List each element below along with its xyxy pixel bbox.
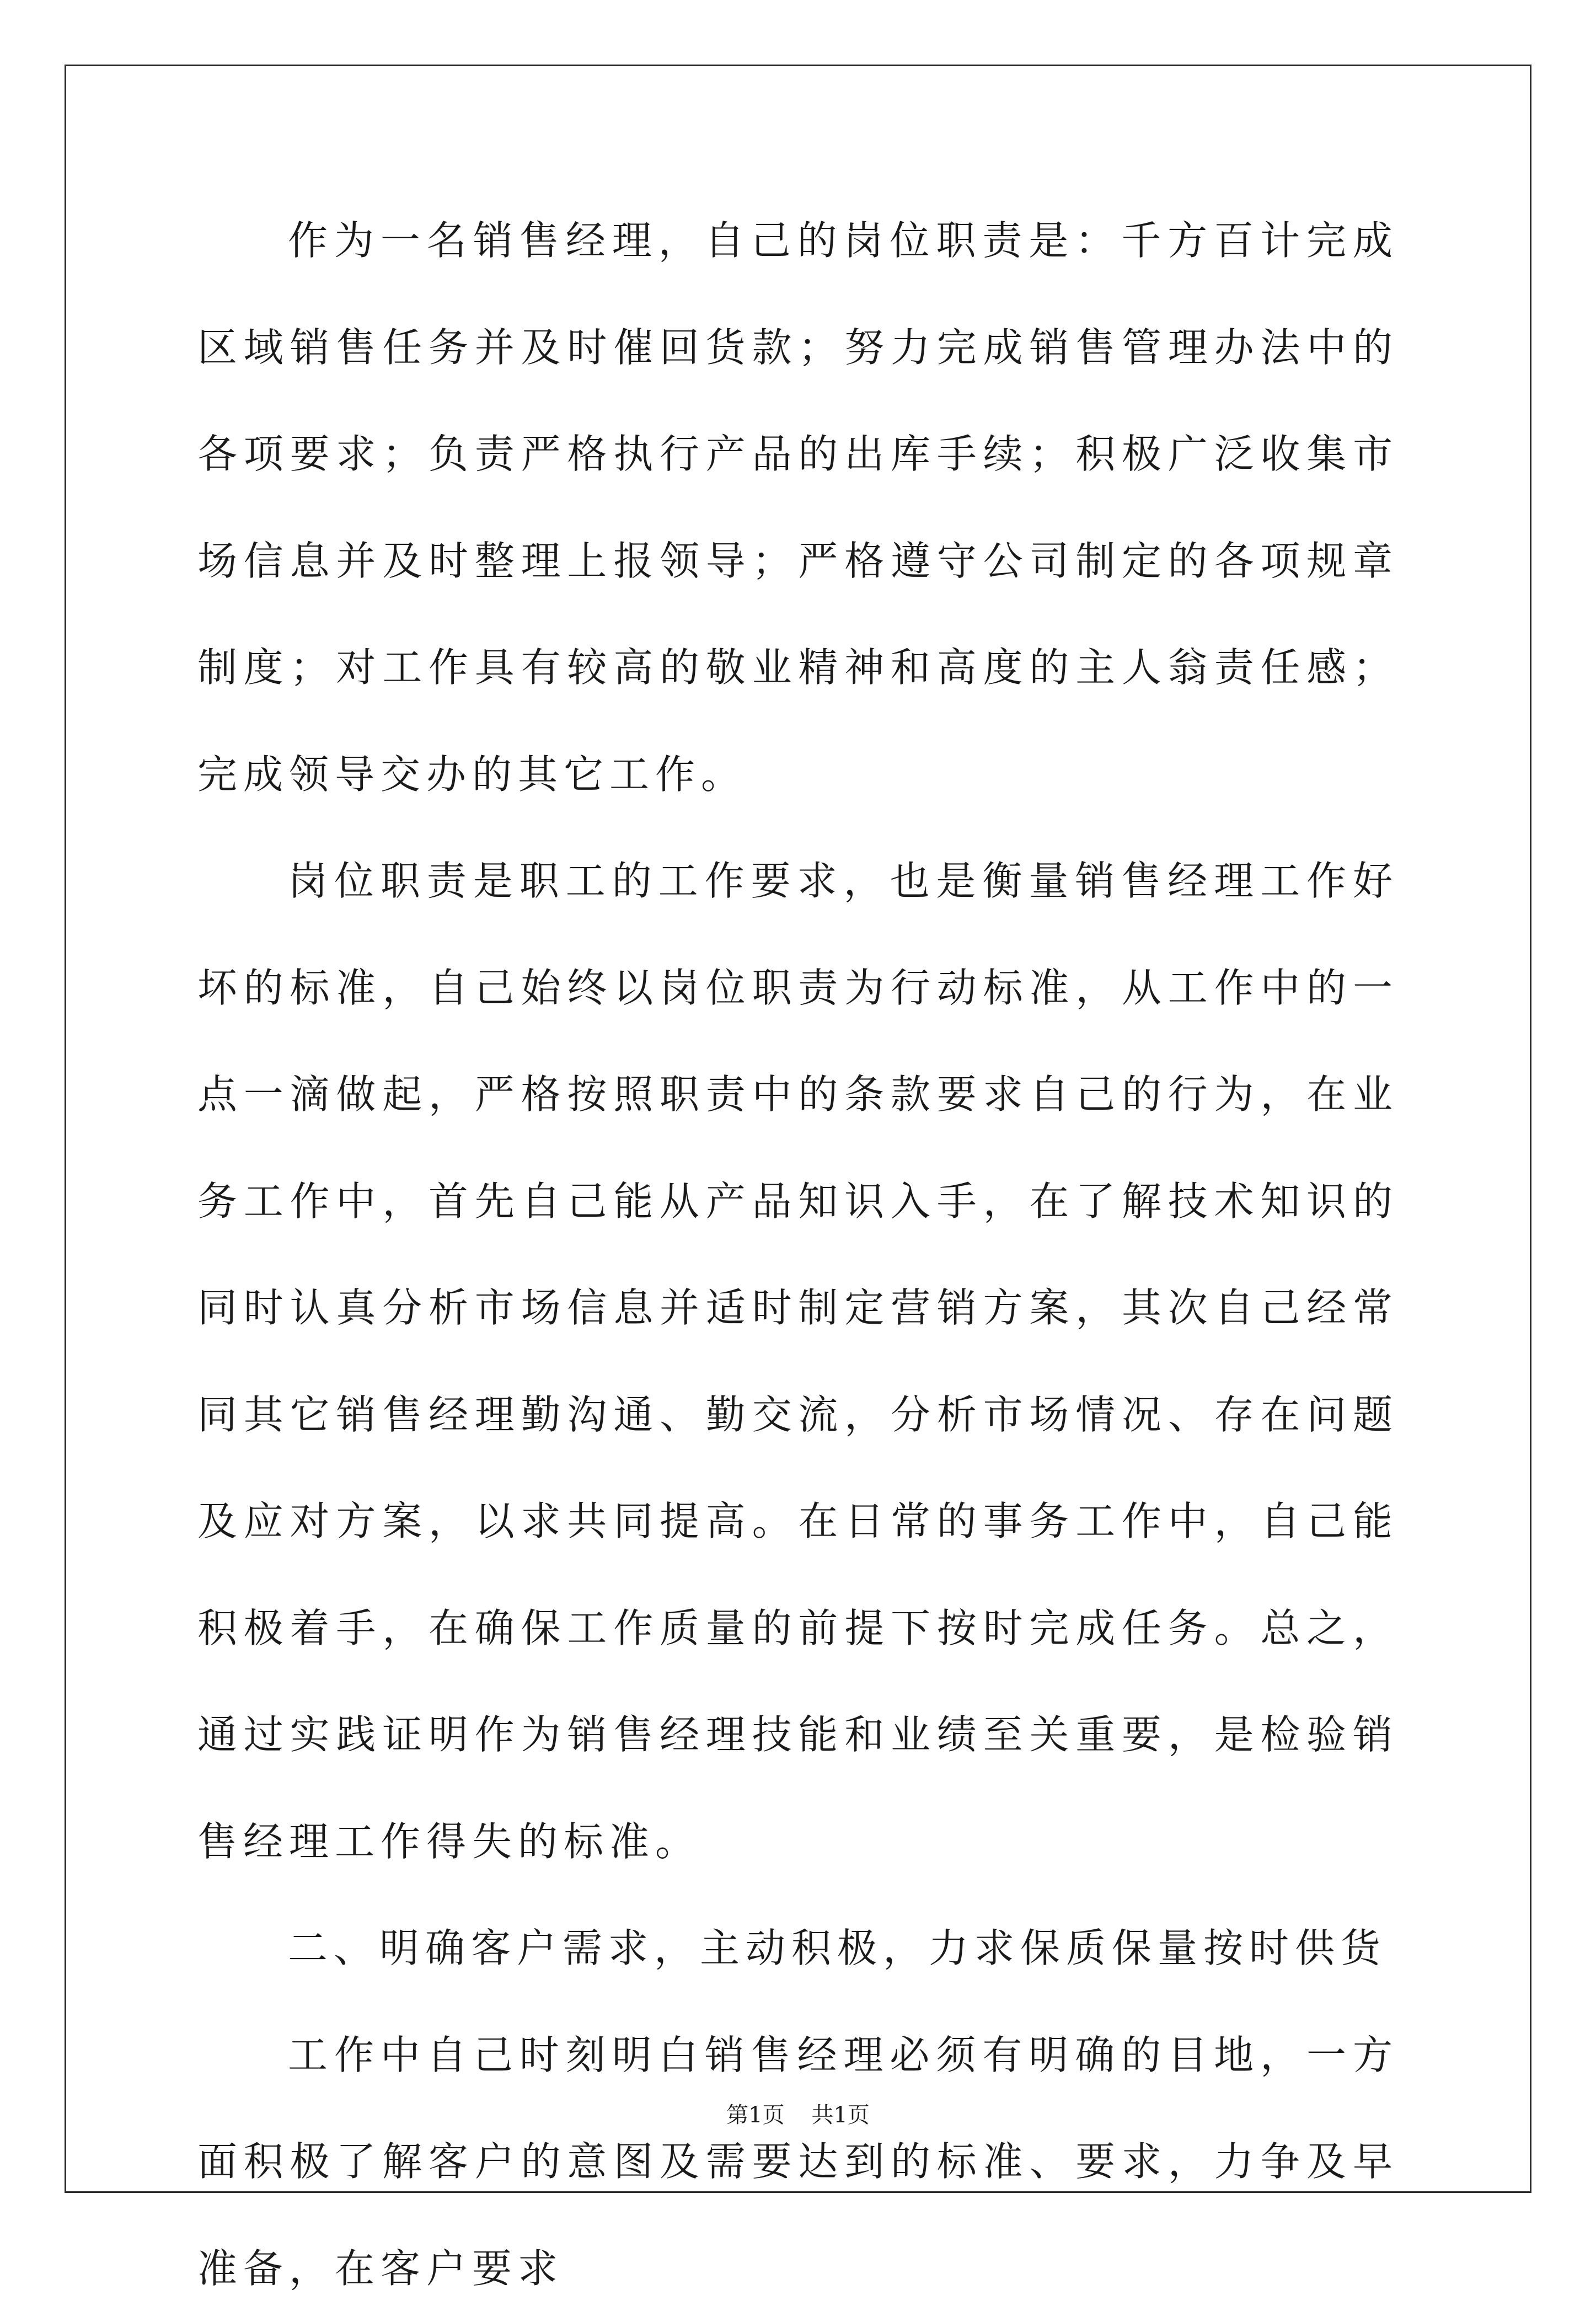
paragraph-duties: 作为一名销售经理，自己的岗位职责是：千方百计完成区域销售任务并及时催回货款；努力完成销售管理办法中的各项要求；负责严格执行产品的出库手续；积极广泛收集市场信息并及时整理上报领导；严格遵守公司制定的各项规章制度；对工作具有较高的敬业精神和高度的主人翁责任感；完成领导交办的其它工作。 bbox=[197, 188, 1399, 828]
page-number-current: 第1页 bbox=[726, 2102, 784, 2128]
paragraph-job-standard: 岗位职责是职工的工作要求，也是衡量销售经理工作好坏的标准，自己始终以岗位职责为行动标准，从工作中的一点一滴做起，严格按照职责中的条款要求自己的行为，在业务工作中，首先自己能从产品知识入手，在了解技术知识的同时认真分析市场信息并适时制定营销方案，其次自己经常同其它销售经理勤沟通、勤交流，分析市场情况、存在问题及应对方案，以求共同提高。在日常的事务工作中，自己能积极着手，在确保工作质量的前提下按时完成任务。总之，通过实践证明作为销售经理技能和业绩至关重要，是检验销售经理工作得失的标准。 bbox=[197, 828, 1399, 1895]
paragraph-customer-goals: 工作中自己时刻明白销售经理必须有明确的目地，一方面积极了解客户的意图及需要达到的标准、要求，力争及早准备，在客户要求 bbox=[197, 2002, 1399, 2322]
document-body bbox=[197, 188, 1399, 2322]
page-number-total: 共1页 bbox=[811, 2102, 869, 2128]
page-footer bbox=[0, 2101, 1596, 2129]
section-heading-customer-needs: 二、明确客户需求，主动积极，力求保质保量按时供货 bbox=[197, 1895, 1399, 2002]
